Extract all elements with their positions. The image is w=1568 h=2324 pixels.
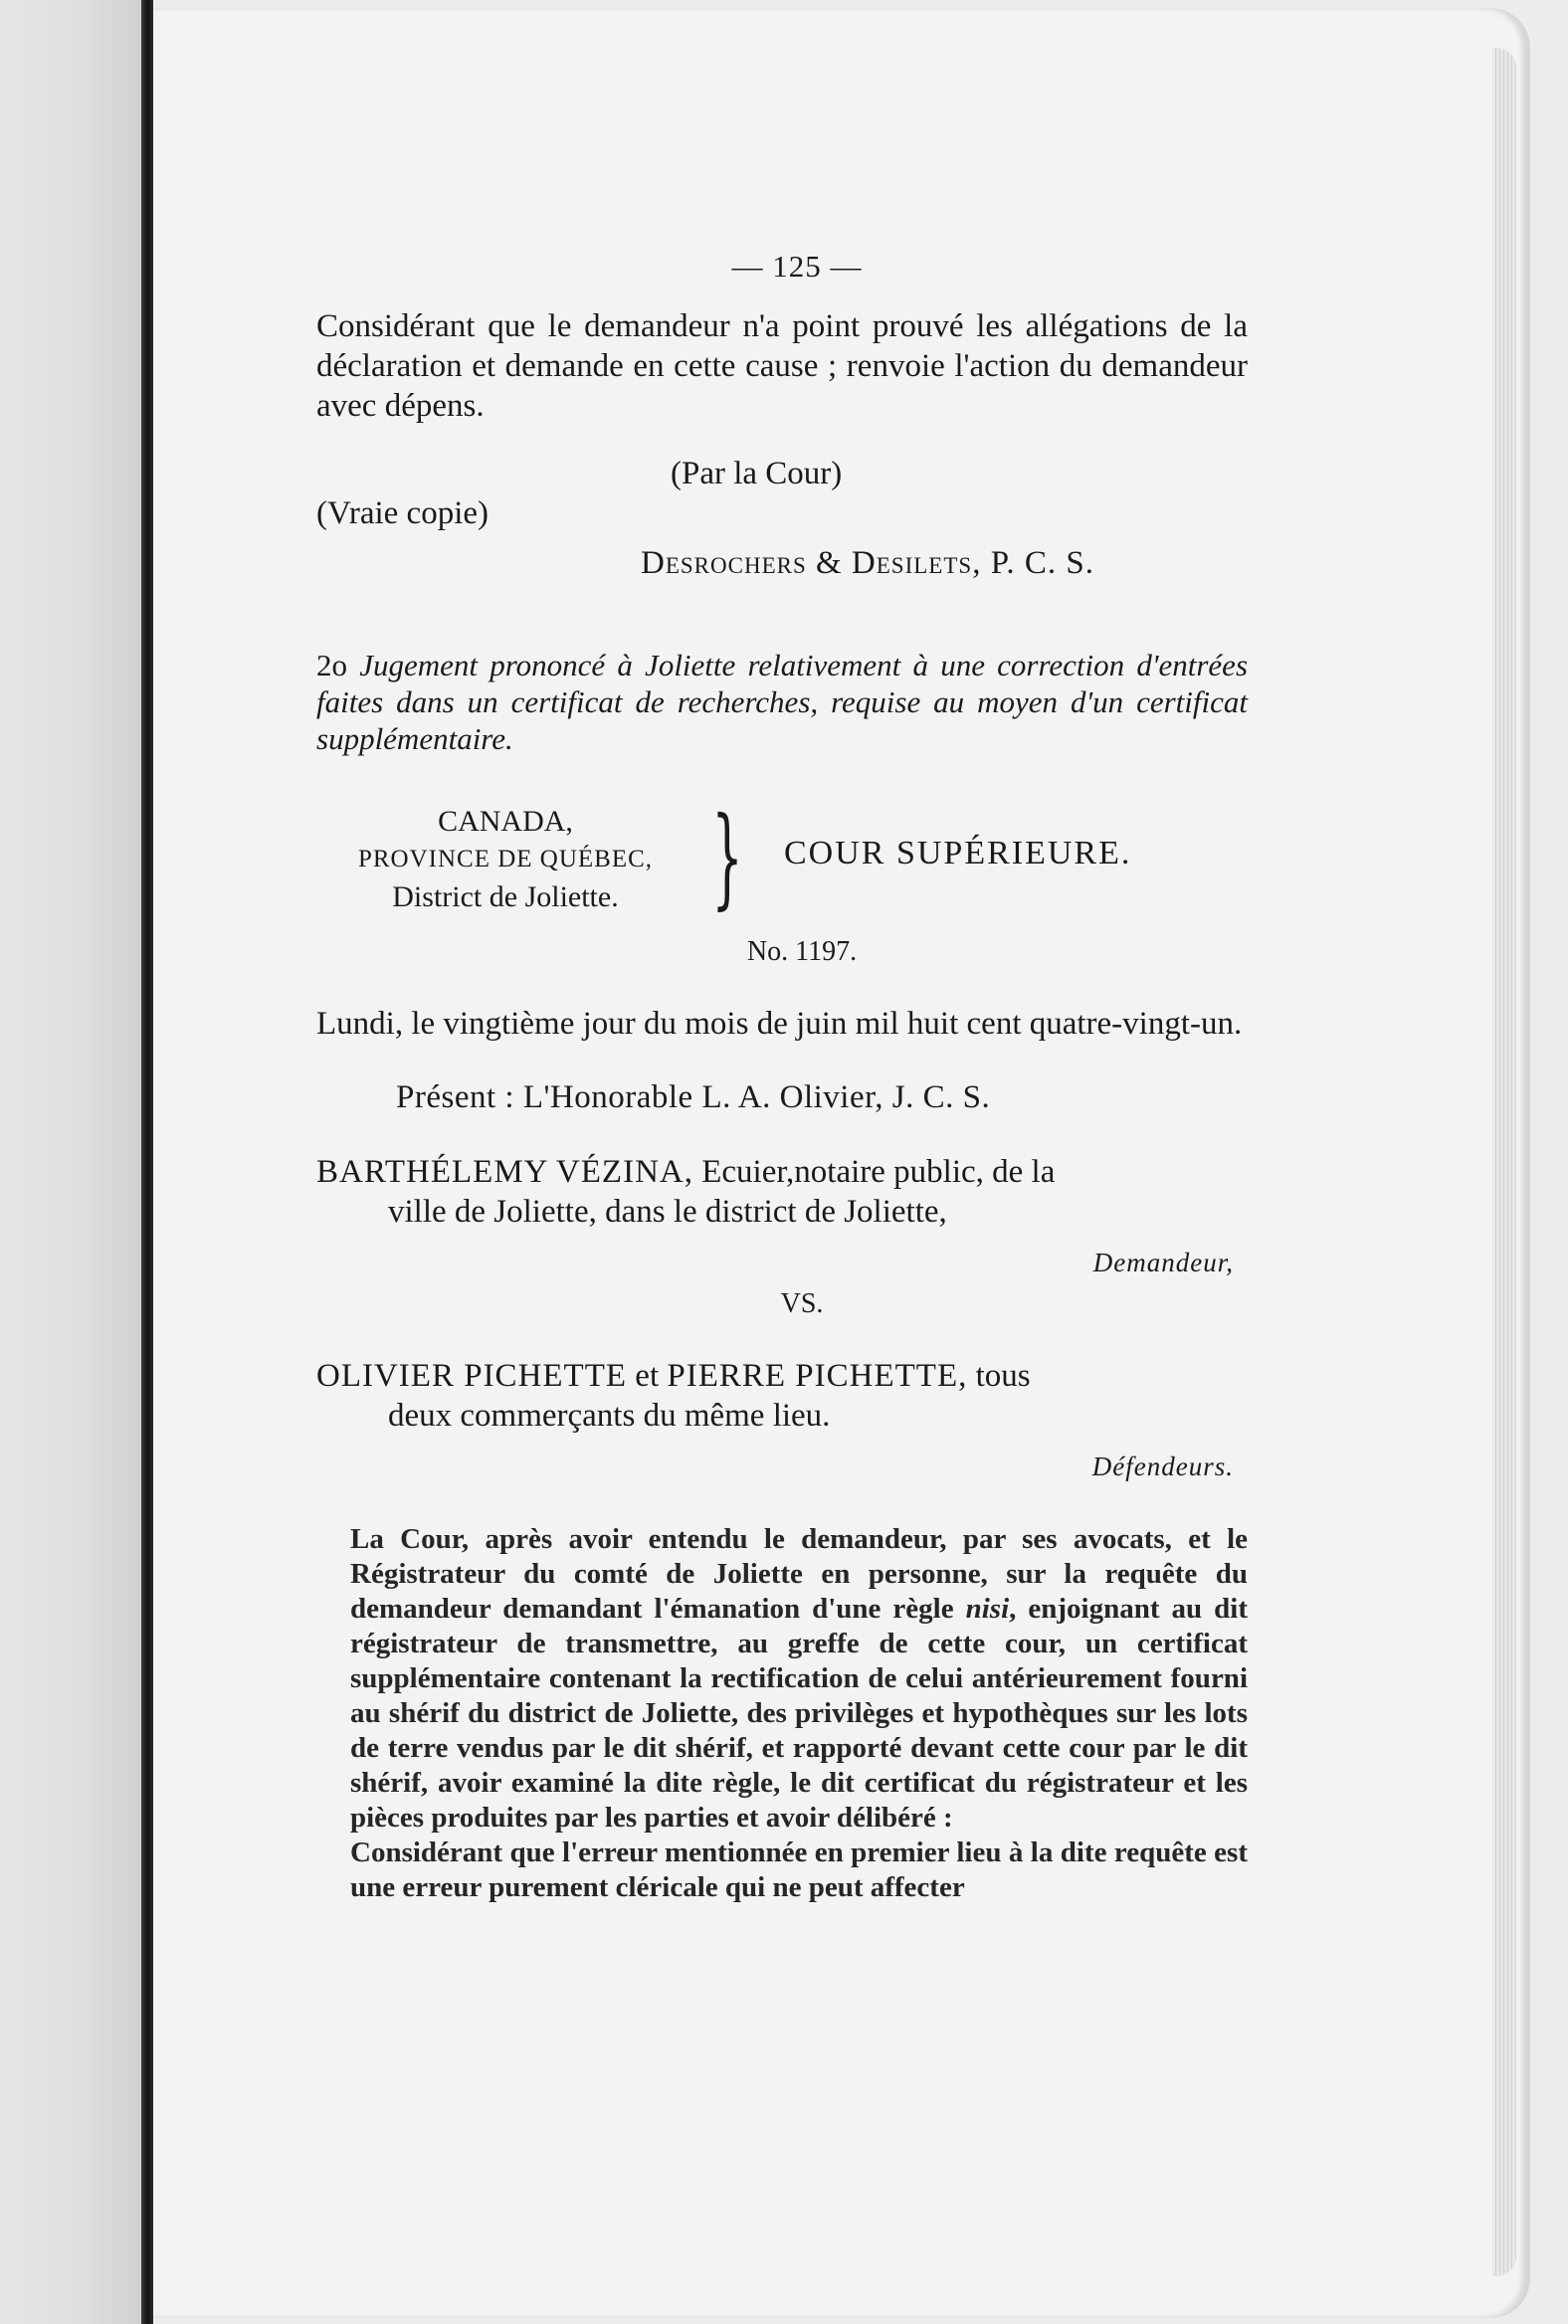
defendants-role: Défendeurs. (1091, 1452, 1234, 1481)
judgment-paragraph-1 (316, 1522, 1248, 1836)
versus: VS. (780, 1288, 824, 1319)
signature-block (316, 456, 1248, 605)
court-name: COUR SUPÉRIEURE. (784, 835, 1132, 872)
present-line: Présent : L'Honorable L. A. Olivier, J. C. S. (396, 1079, 991, 1115)
plaintiff-desc-2: ville de Joliette, dans le district de Joliette, (388, 1194, 947, 1230)
page-number: — 125 — (731, 249, 863, 284)
jurisdiction (316, 803, 694, 916)
plaintiff-role: Demandeur, (1092, 1248, 1234, 1277)
defendant-et: et (627, 1358, 668, 1394)
court-caption (316, 793, 1248, 922)
brace-glyph: } (711, 793, 743, 920)
defendant-desc-2: deux commerçants du même lieu. (388, 1398, 831, 1434)
plaintiff-desc-1: Ecuier,notaire public, de la (693, 1154, 1056, 1190)
plaintiff (316, 1152, 1248, 1232)
section-heading (316, 647, 1248, 757)
defendant-name-2: PIERRE PICHETTE, (667, 1358, 968, 1394)
considerant-paragraph: Considérant que le demandeur n'a point prouvé les allégations de la déclaration et demande en cette cause ; renvoie l'action du demandeur avec dépens. (316, 308, 1248, 424)
signatories: Desrochers & Desilets, P. C. S. (641, 545, 1095, 581)
judgment-text-1a: La Cour, après avoir entendu le demandeur, par ses avocats, et le Régistrateur du comté de Joliette en personne, sur la requête du demandeur demandant l'émanation d'une règle (350, 1523, 1248, 1625)
jurisdiction-province: PROVINCE DE QUÉBEC, (357, 846, 654, 872)
page-content (316, 249, 1248, 1905)
date-line: Lundi, le vingtième jour du mois de juin mil huit cent quatre-vingt-un. (316, 1006, 1243, 1042)
section-number: 2o (316, 648, 347, 682)
judgment-body (316, 1522, 1248, 1905)
par-la-cour: (Par la Cour) (671, 456, 843, 491)
section-title: Jugement prononcé à Joliette relativement à une correction d'entrées faites dans un certificat de recherches, requise au moyen d'un certificat supplémentaire. (316, 648, 1249, 756)
plaintiff-name: BARTHÉLEMY VÉZINA, (316, 1154, 693, 1190)
case-number: No. 1197. (746, 936, 858, 967)
judgment-text-1b: , enjoignant au dit régistrateur de transmettre, au greffe de cette cour, un certificat supplémentaire contenant la rectification de celui antérieurement fourni au shérif du district de Joliette, des privilèges et hypothèques sur les lots de terre vendus par le dit shérif, et rapporté devant cette cour par le dit shérif, avoir examiné la dite règle, le dit certificat du régistrateur et les pièces produites par les parties et avoir délibéré : (350, 1593, 1248, 1834)
facing-page (0, 0, 145, 2324)
defendants (316, 1356, 1248, 1436)
jurisdiction-country: CANADA, (438, 805, 573, 838)
defendant-desc-1: tous (967, 1358, 1031, 1394)
page-edges (1492, 48, 1516, 2276)
book-gutter (141, 0, 153, 2324)
judgment-paragraph-2: Considérant que l'erreur mentionnée en premier lieu à la dite requête est une erreur purement cléricale qui ne peut affecter (350, 1837, 1248, 1903)
judgment-nisi: nisi (965, 1593, 1010, 1625)
defendant-name-1: OLIVIER PICHETTE (316, 1358, 628, 1394)
jurisdiction-district: District de Joliette. (392, 880, 619, 913)
vraie-copie: (Vraie copie) (316, 495, 489, 531)
